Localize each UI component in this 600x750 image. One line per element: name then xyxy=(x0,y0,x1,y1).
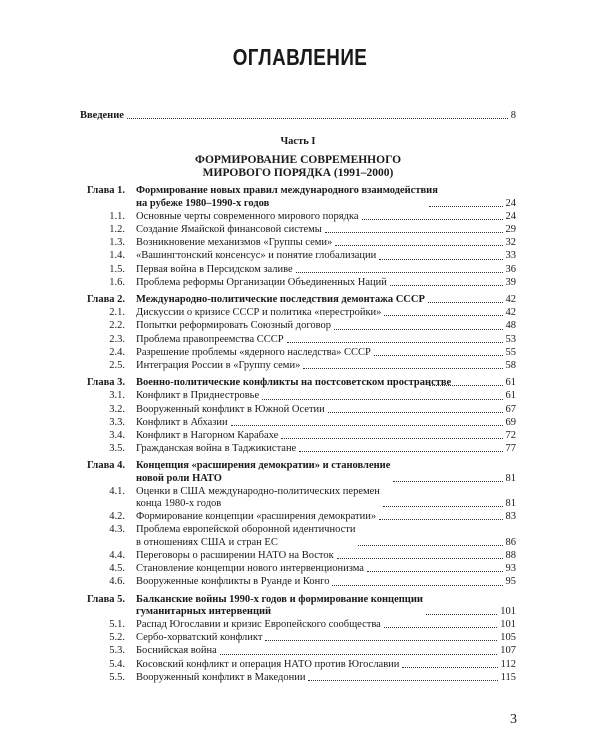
toc-entry-number: 4.5. xyxy=(109,563,125,575)
toc-entry-title-line: Первая война в Персидском заливе xyxy=(136,263,293,275)
toc-entry-title-line: Боснийская война xyxy=(136,645,217,657)
toc-entry-number: 3.1. xyxy=(109,390,125,402)
dot-leader xyxy=(334,328,502,330)
page-number: 3 xyxy=(510,712,517,727)
toc-section-entry xyxy=(80,672,516,684)
toc-section-entry xyxy=(80,307,516,319)
toc-page-number: 112 xyxy=(500,658,516,670)
toc-entry-number: 3.5. xyxy=(109,443,125,455)
toc-page-number: 48 xyxy=(505,320,516,332)
toc-section-entry xyxy=(80,619,516,631)
toc-page-number: 115 xyxy=(500,671,516,683)
toc-entry-title-line: Гражданская война в Таджикистане xyxy=(136,443,297,455)
toc-page-number: 81 xyxy=(505,498,516,510)
toc-entry-title-line: «Вашингтонский консенсус» и понятие глобализации xyxy=(136,250,377,262)
toc-entry-title-line: конца 1980-х годов xyxy=(136,498,222,510)
part-title xyxy=(80,154,516,180)
toc-entry-number: 5.5. xyxy=(109,671,125,683)
dot-leader xyxy=(296,271,503,273)
toc-section-entry xyxy=(80,576,516,588)
toc-page-number: 107 xyxy=(500,645,516,657)
toc-entry-number: 1.6. xyxy=(109,276,125,288)
toc-entry-title-line: Формирование концепции «расширения демократии» xyxy=(136,511,377,523)
toc-section-entry xyxy=(80,211,516,223)
page-title: ОГЛАВЛЕНИЕ xyxy=(232,44,368,70)
toc-page-number: 29 xyxy=(505,224,516,236)
toc-entry-number: 5.3. xyxy=(109,645,125,657)
dot-leader xyxy=(379,518,502,520)
toc-entry-number: Глава 1. xyxy=(86,185,125,197)
toc-entry-title-line: Вооруженные конфликты в Руанде и Конго xyxy=(136,576,330,588)
toc-entry-number: 4.6. xyxy=(109,576,125,588)
toc-entry-number: 1.1. xyxy=(109,210,125,222)
dot-leader xyxy=(262,398,502,400)
toc-section-entry xyxy=(80,264,516,276)
dot-leader xyxy=(379,258,502,260)
toc-page-number: 86 xyxy=(505,536,516,548)
toc-section-entry xyxy=(80,645,516,657)
toc-section-entry xyxy=(80,334,516,346)
dot-leader xyxy=(281,437,502,439)
toc-entry-number: 4.2. xyxy=(109,511,125,523)
toc-entry-title-line: Вооруженный конфликт в Южной Осетии xyxy=(136,403,325,415)
dot-leader xyxy=(384,314,502,316)
dot-leader xyxy=(231,424,503,426)
dot-leader xyxy=(287,341,503,343)
toc-entry-number: Глава 4. xyxy=(86,460,125,472)
toc-page-number: 95 xyxy=(505,576,516,588)
toc-entry-title-line: Конфликт в Приднестровье xyxy=(136,390,260,402)
toc-page-number: 77 xyxy=(505,443,516,455)
toc-entry-number: 4.1. xyxy=(109,485,125,497)
chapter-list xyxy=(80,185,516,684)
toc-entry-title-line: Формирование новых правил международного взаимодействия xyxy=(136,185,438,197)
toc-entry-title-line: Переговоры о расширении НАТО на Восток xyxy=(136,549,334,561)
toc-entry-title-line: Оценки в США международно-политических перемен xyxy=(136,485,380,497)
toc-entry-title-line: Концепция «расширения демократии» и становление xyxy=(136,460,391,472)
part-label: Часть I xyxy=(280,136,316,148)
toc-entry-title-line: Возникновение механизмов «Группы семи» xyxy=(136,237,333,249)
toc-page-number: 36 xyxy=(505,263,516,275)
toc-entry-number: Глава 5. xyxy=(86,593,125,605)
toc-page-number: 42 xyxy=(505,307,516,319)
toc-entry-number: 2.3. xyxy=(109,333,125,345)
toc-entry-title-line: Распад Югославии и кризис Европейского сообщества xyxy=(136,618,381,630)
toc-section-entry xyxy=(80,524,516,548)
toc-entry-title-line: Создание Ямайской финансовой системы xyxy=(136,224,322,236)
dot-leader xyxy=(429,384,503,386)
toc-entry-title-line: Проблема правопреемства СССР xyxy=(136,333,284,345)
dot-leader xyxy=(390,284,503,286)
toc-page-number: 24 xyxy=(505,210,516,222)
toc-section-entry xyxy=(80,360,516,372)
toc-entry-title-line: Проблема реформы Организации Объединенных Наций xyxy=(136,276,387,288)
toc-entry-title-line: Сербо-хорватский конфликт xyxy=(136,632,263,644)
toc-page-number: 32 xyxy=(505,237,516,249)
toc-entry-number: 3.3. xyxy=(109,416,125,428)
dot-leader xyxy=(393,480,502,482)
toc-chapter-entry xyxy=(80,377,516,389)
toc-entry-number: 4.4. xyxy=(109,549,125,561)
toc-page-number: 24 xyxy=(505,197,516,209)
toc-section-entry xyxy=(80,277,516,289)
dot-leader xyxy=(303,367,502,369)
toc-page-number: 67 xyxy=(505,403,516,415)
toc-entry-title-line: Косовский конфликт и операция НАТО против Югославии xyxy=(136,658,400,670)
toc-page-number: 53 xyxy=(505,333,516,345)
toc-entry-title-line: новой роли НАТО xyxy=(136,472,222,484)
toc-section-entry xyxy=(80,659,516,671)
toc-entry-number: 1.5. xyxy=(109,263,125,275)
toc-section-entry xyxy=(80,347,516,359)
toc-page-number: 33 xyxy=(505,250,516,262)
toc-entry-number: 3.4. xyxy=(109,430,125,442)
toc-section-entry xyxy=(80,404,516,416)
toc-entry-number: 2.1. xyxy=(109,307,125,319)
dot-leader xyxy=(384,626,497,628)
toc-entry-number: Глава 2. xyxy=(86,294,125,306)
toc-page-number: 61 xyxy=(505,390,516,402)
toc-section-entry xyxy=(80,430,516,442)
toc-entry-number: 4.3. xyxy=(109,524,125,536)
toc-entry-number: 1.4. xyxy=(109,250,125,262)
toc-entry-title-line: Военно-политические конфликты на постсоветском пространстве xyxy=(136,377,452,389)
part-title-line: ФОРМИРОВАНИЕ СОВРЕМЕННОГО xyxy=(194,154,402,167)
toc-entry-number: 2.4. xyxy=(109,346,125,358)
toc-page-number: 39 xyxy=(505,276,516,288)
table-of-contents xyxy=(80,110,516,684)
toc-entry-number: 1.2. xyxy=(109,224,125,236)
dot-leader xyxy=(383,505,503,507)
toc-entry-number: 5.2. xyxy=(109,632,125,644)
toc-chapter-entry xyxy=(80,185,516,209)
toc-entry-title-line: Основные черты современного мирового порядка xyxy=(136,210,359,222)
dot-leader xyxy=(308,679,497,681)
toc-section-entry xyxy=(80,632,516,644)
toc-entry-number: 5.1. xyxy=(109,618,125,630)
toc-entry-title-line: на рубеже 1980–1990-х годов xyxy=(136,197,270,209)
toc-entry-title-line: Международно-политические последствия демонтажа СССР xyxy=(136,294,425,306)
toc-entry-title-line: Конфликт в Нагорном Карабахе xyxy=(136,430,279,442)
toc-section-entry xyxy=(80,550,516,562)
toc-chapter-entry xyxy=(80,294,516,306)
dot-leader xyxy=(332,584,502,586)
toc-entry-number: Глава 3. xyxy=(86,377,125,389)
dot-leader xyxy=(374,354,503,356)
toc-section-entry xyxy=(80,224,516,236)
toc-section-entry xyxy=(80,390,516,402)
toc-page-number: 8 xyxy=(510,110,516,121)
toc-section-entry xyxy=(80,320,516,332)
dot-leader xyxy=(328,411,503,413)
toc-entry-number: 2.2. xyxy=(109,320,125,332)
toc-page-number: 72 xyxy=(505,430,516,442)
toc-chapter-entry xyxy=(80,460,516,484)
dot-leader xyxy=(402,666,497,668)
toc-entry-number: 1.3. xyxy=(109,237,125,249)
toc-entry-intro xyxy=(80,110,516,122)
toc-page-number: 83 xyxy=(505,511,516,523)
toc-entry-title-line: Попытки реформировать Союзный договор xyxy=(136,320,332,332)
toc-entry-number: 3.2. xyxy=(109,403,125,415)
dot-leader xyxy=(325,231,503,233)
toc-entry-title-line: Вооруженный конфликт в Македонии xyxy=(136,671,306,683)
dot-leader xyxy=(265,639,497,641)
toc-entry-title-line: гуманитарных интервенций xyxy=(136,605,272,617)
toc-page-number: 101 xyxy=(500,605,516,617)
toc-entry-title: Введение xyxy=(80,110,124,121)
dot-leader xyxy=(299,450,502,452)
toc-entry-number: 2.5. xyxy=(109,360,125,372)
dot-leader xyxy=(358,544,502,546)
toc-entry-title-line: Балканские войны 1990-х годов и формирование концепции xyxy=(136,593,423,605)
toc-entry-title-line: Разрешение проблемы «ядерного наследства» СССР xyxy=(136,346,371,358)
toc-entry-title-line: Интеграция России в «Группу семи» xyxy=(136,360,301,372)
toc-entry-title-line: Проблема европейской оборонной идентичности xyxy=(136,524,356,536)
toc-chapter-entry xyxy=(80,594,516,618)
toc-section-entry xyxy=(80,250,516,262)
toc-page-number: 69 xyxy=(505,416,516,428)
dot-leader xyxy=(367,570,503,572)
toc-section-entry xyxy=(80,417,516,429)
toc-entry-title-line: в отношениях США и стран ЕС xyxy=(136,536,278,548)
toc-page-number: 88 xyxy=(505,549,516,561)
toc-entry-title-line: Становление концепции нового интервенционизма xyxy=(136,563,364,575)
dot-leader xyxy=(426,613,497,615)
dot-leader xyxy=(335,244,502,246)
toc-page-number: 101 xyxy=(500,618,516,630)
toc-entry-title-line: Конфликт в Абхазии xyxy=(136,416,228,428)
dot-leader xyxy=(428,301,503,303)
toc-page-number: 93 xyxy=(505,563,516,575)
part-heading xyxy=(80,136,516,180)
dot-leader xyxy=(220,653,497,655)
toc-page-number: 55 xyxy=(505,346,516,358)
toc-entry-number: 5.4. xyxy=(109,658,125,670)
dot-leader xyxy=(127,117,508,119)
dot-leader xyxy=(362,218,503,220)
toc-section-entry xyxy=(80,563,516,575)
toc-page-number: 81 xyxy=(505,472,516,484)
dot-leader xyxy=(429,205,503,207)
toc-page-number: 58 xyxy=(505,360,516,372)
toc-entry-title-line: Дискуссии о кризисе СССР и политика «перестройки» xyxy=(136,307,382,319)
toc-page-number: 42 xyxy=(505,294,516,306)
toc-section-entry xyxy=(80,443,516,455)
toc-section-entry xyxy=(80,486,516,510)
part-title-line: МИРОВОГО ПОРЯДКА (1991–2000) xyxy=(202,167,394,180)
toc-section-entry xyxy=(80,237,516,249)
toc-page-number: 105 xyxy=(500,632,516,644)
toc-section-entry xyxy=(80,511,516,523)
toc-page-number: 61 xyxy=(505,377,516,389)
dot-leader xyxy=(337,557,503,559)
